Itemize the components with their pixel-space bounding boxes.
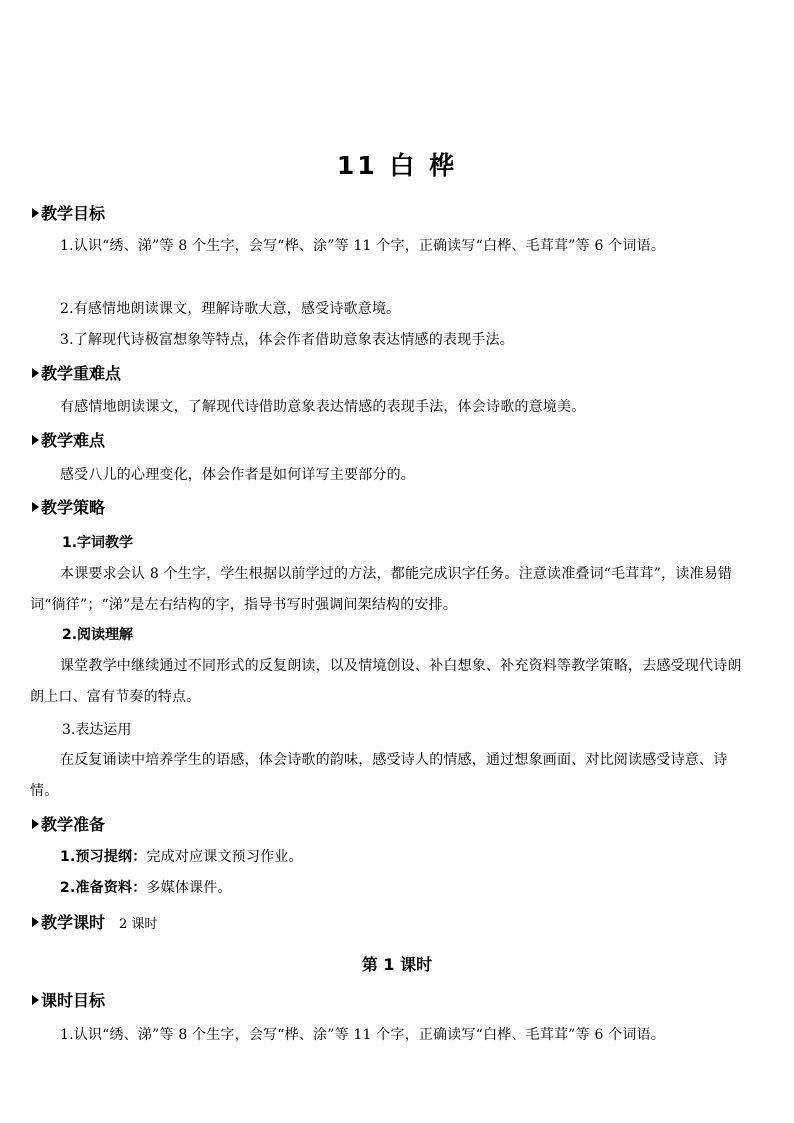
preparation-item-2 [30, 873, 754, 904]
preparation-value: 多媒体课件。 [146, 880, 232, 896]
goal-item-2: 2.有感情地朗读课文，理解诗歌大意，感受诗歌意境。 [60, 301, 401, 317]
preparation-label: 2.准备资料： [60, 880, 147, 896]
section-heading-preparation [32, 815, 105, 835]
difficulties-text: 感受八儿的心理变化，体会作者是如何详写主要部分的。 [60, 467, 415, 483]
heading-text: 教学目标 [41, 204, 106, 223]
preparation-item-1 [30, 842, 754, 873]
triangle-bullet-icon [32, 995, 39, 1005]
strategy-subtitle-3: 3.表达运用 [62, 722, 132, 738]
section-heading-hours [32, 913, 157, 935]
triangle-bullet-icon [32, 917, 39, 927]
goal-item-3: 3.了解现代诗极富想象等特点，体会作者借助意象表达情感的表现手法。 [60, 332, 514, 348]
triangle-bullet-icon [32, 208, 39, 218]
strategy-subtitle-1: 1.字词教学 [62, 535, 134, 551]
period-goal-item-1: 1.认识“绣、涕”等 8 个生字，会写“桦、涂”等 11 个字，正确读写“白桦、毛茸茸”等 6 个词语。 [60, 1027, 666, 1043]
strategy-text-2: 课堂教学中继续通过不同形式的反复朗读，以及情境创设、补白想象、补充资料等教学策略，去感受现代诗朗朗上口、富有节奏的特点。 [30, 658, 742, 705]
section-heading-goals [32, 204, 105, 224]
section-heading-difficulties [32, 431, 105, 451]
strategy-text-3: 在反复诵读中培养学生的语感，体会诗歌的韵味，感受诗人的情感，通过想象画面、对比阅读感受诗意、诗情。 [30, 752, 728, 799]
triangle-bullet-icon [32, 502, 39, 512]
section-heading-key-points [32, 364, 121, 384]
triangle-bullet-icon [32, 435, 39, 445]
heading-text: 教学策略 [41, 498, 106, 517]
heading-text: 教学课时 [41, 913, 106, 932]
triangle-bullet-icon [32, 819, 39, 829]
preparation-label: 1.预习提纲： [60, 849, 147, 865]
heading-text: 教学准备 [41, 815, 106, 834]
goal-item-1: 1.认识“绣、涕”等 8 个生字，会写“桦、涂”等 11 个字，正确读写“白桦、毛茸茸”等 6 个词语。 [60, 238, 666, 254]
section-heading-strategy [32, 498, 105, 518]
triangle-bullet-icon [32, 368, 39, 378]
preparation-value: 完成对应课文预习作业。 [146, 849, 303, 865]
strategy-text-1: 本课要求会认 8 个生字，学生根据以前学过的方法，都能完成识字任务。注意读准叠词“毛茸茸”，读准易错词“徜徉”；“涕”是左右结构的字，指导书写时强调间架结构的安排。 [30, 566, 733, 613]
heading-text: 课时目标 [41, 991, 106, 1010]
heading-text: 教学难点 [41, 431, 106, 450]
hours-value: 2 课时 [119, 917, 158, 932]
key-points-text: 有感情地朗读课文，了解现代诗借助意象表达情感的表现手法，体会诗歌的意境美。 [60, 399, 586, 415]
section-heading-period-goals [32, 991, 105, 1011]
period-title: 第 1 课时 [361, 955, 433, 974]
heading-text: 教学重难点 [41, 364, 122, 383]
page-title: 11 白 桦 [336, 151, 458, 180]
strategy-subtitle-2: 2.阅读理解 [62, 627, 134, 643]
